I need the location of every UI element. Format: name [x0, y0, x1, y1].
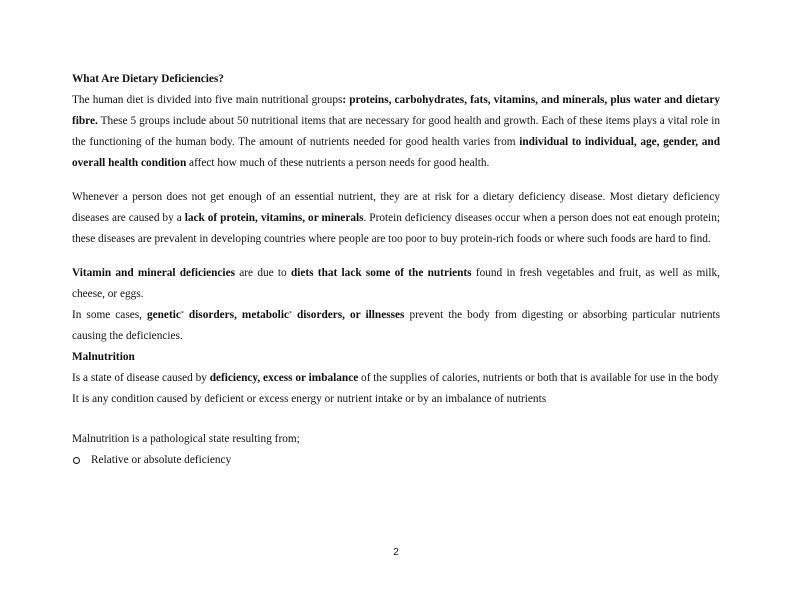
heading-malnutrition: Malnutrition [72, 351, 135, 363]
heading-dietary-deficiencies: What Are Dietary Deficiencies? [72, 73, 224, 85]
bullet-circle-icon [73, 457, 80, 464]
paragraph-genetic-disorders: In some cases, genetic* disorders, metabolic* disorders, or illnesses prevent the body from digesting or absorbing particular nutrients causing the deficiencies. [72, 309, 721, 342]
page-number: 2 [393, 547, 399, 558]
document-body [72, 69, 720, 471]
paragraph-nutritional-groups: The human diet is divided into five main nutritional groups: proteins, carbohydrates, fats, vitamins, and minerals, plus water and dietary fibre. These 5 groups include about 50 nutritional items that are necessary for good health and growth. Each of these items plays a vital role in the functioning of the human body. The amount of nutrients needed for good health varies from individual to individual, age, gender, and overall health condition affect how much of these nutrients a person needs for good health. [72, 94, 720, 169]
paragraph-malnutrition-definition: Is a state of disease caused by deficiency, excess or imbalance of the supplies of calories, nutrients or both that is available for use in the body [72, 372, 719, 384]
paragraph-vitamin-mineral: Vitamin and mineral deficiencies are due to diets that lack some of the nutrients found in fresh vegetables and fruit, as well as milk, cheese, or eggs. [72, 267, 721, 300]
paragraph-pathological-state: Malnutrition is a pathological state resulting from; [72, 433, 300, 445]
paragraph-deficiency-risk: Whenever a person does not get enough of an essential nutrient, they are at risk for a dietary deficiency disease. Most dietary deficiency diseases are caused by a lack of protein, vitamins, or minerals. Protein deficiency diseases occur when a person does not eat enough protein; these diseases are prevalent in developing countries where people are too poor to buy protein-rich foods or where such foods are hard to find. [72, 191, 720, 245]
paragraph-malnutrition-condition: It is any condition caused by deficient or excess energy or nutrient intake or by an imbalance of nutrients [72, 393, 547, 405]
list-item: Relative or absolute deficiency [72, 450, 720, 471]
